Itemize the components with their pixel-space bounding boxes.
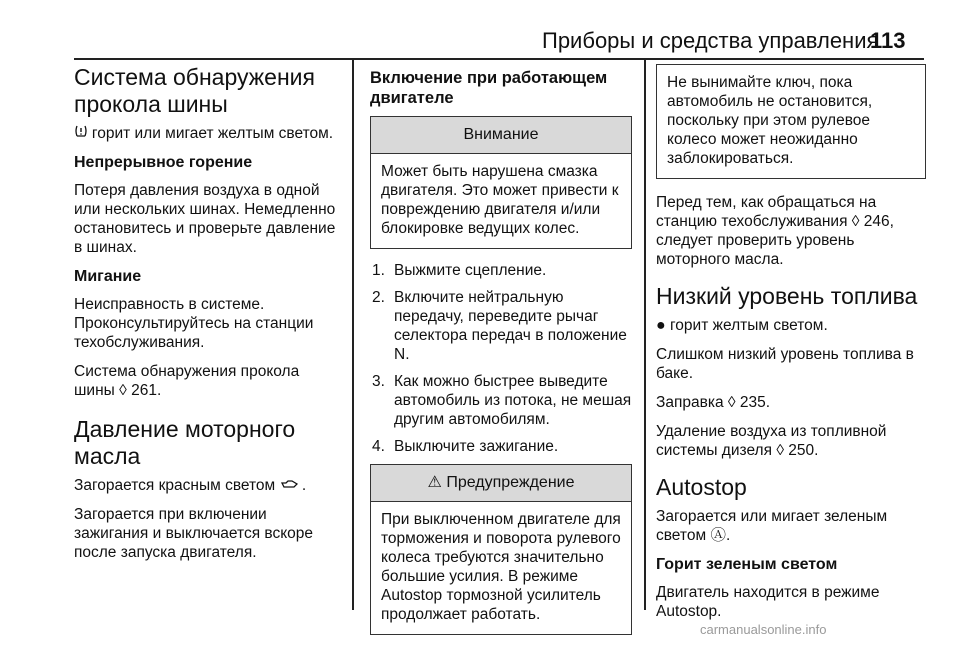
page-link[interactable]: 261.: [131, 382, 162, 399]
column-divider-2: [644, 60, 646, 610]
diesel-bleed-reference: Удаление воздуха из топливной системы дизеля ◊ 250.: [656, 423, 887, 459]
warning-text: При выключенном двигателе для торможения и поворота рулевого колеса требуются значительно большие усилия. В режиме Autostop тормозной усилитель продолжает работать.: [381, 511, 621, 623]
page-link[interactable]: 235.: [739, 394, 771, 411]
blinking-text: Неисправность в системе. Проконсультируйтесь на станции техобслуживания.: [74, 296, 314, 351]
autostop-mode-text: Двигатель находится в режиме Autostop.: [656, 584, 880, 620]
arrow-ref-icon: ◊: [851, 213, 860, 230]
column-3: [656, 64, 926, 631]
column-1: [74, 64, 344, 572]
page-link[interactable]: 246,: [863, 213, 894, 230]
list-item: 3. Как можно быстрее выведите автомобиль из потока, не мешая другим автомобилям.: [372, 373, 632, 428]
fuel-pump-icon: ●: [656, 317, 666, 334]
refuel-reference: Заправка ◊ 235.: [656, 394, 771, 411]
notice-title: Внимание: [371, 117, 631, 154]
subheading-blinking: Мигание: [74, 268, 142, 285]
list-item: 4. Выключите зажигание.: [372, 438, 559, 455]
fuel-indicator-text: ● горит желтым светом.: [656, 317, 828, 334]
tire-system-reference: Система обнаружения прокола шины ◊ 261.: [74, 363, 300, 399]
subheading-green: Горит зеленым светом: [656, 556, 838, 573]
tire-pressure-warning-icon: [74, 125, 92, 141]
key-warning-text: Не вынимайте ключ, пока автомобиль не остановится, поскольку при этом рулевое колесо может неожиданно заблокироваться.: [667, 74, 873, 167]
section-heading-fuel: Низкий уровень топлива: [656, 283, 918, 309]
section-heading-tire: Система обнаружения прокола шины: [74, 64, 315, 117]
engine-running-heading: Включение при работающем двигателе: [370, 69, 608, 107]
notice-text: Может быть нарушена смазка двигателя. Это может привести к повреждению двигателя и/или блокировке ведущих колес.: [381, 163, 619, 237]
subheading-continuous: Непрерывное горение: [74, 154, 253, 171]
watermark: carmanualsonline.info: [700, 622, 827, 637]
page-link[interactable]: 250.: [788, 442, 819, 459]
list-item: 1. Выжмите сцепление.: [372, 262, 547, 279]
column-divider-1: [352, 60, 354, 610]
oil-indicator-text: Загорается красным светом .: [74, 477, 307, 494]
arrow-ref-icon: ◊: [119, 382, 127, 399]
warning-triangle-icon: ⚠: [427, 474, 442, 491]
steps-list: [370, 261, 632, 456]
autostop-a-icon: Ⓐ: [710, 527, 726, 544]
section-heading-autostop: Autostop: [656, 474, 747, 500]
arrow-ref-icon: ◊: [727, 394, 736, 411]
header-rule: [74, 58, 924, 60]
oil-description: Загорается при включении зажигания и выключается вскоре после запуска двигателя.: [74, 506, 314, 561]
warning-header: ⚠ Предупреждение: [371, 465, 631, 502]
fuel-low-text: Слишком низкий уровень топлива в баке.: [656, 346, 914, 382]
warning-box: [370, 464, 632, 635]
tire-indicator-text: горит или мигает желтым светом.: [74, 124, 344, 143]
section-heading-oil: Давление моторного масла: [74, 416, 296, 469]
arrow-ref-icon: ◊: [776, 442, 784, 459]
service-paragraph: Перед тем, как обращаться на станцию техобслуживания ◊ 246, следует проверить уровень моторного масла.: [656, 194, 894, 268]
page-number: 113: [870, 28, 906, 53]
continuous-text: Потеря давления воздуха в одной или нескольких шинах. Немедленно остановитесь и проверьте давление в шинах.: [74, 182, 336, 256]
oil-can-icon: [280, 477, 302, 494]
notice-box: [370, 116, 632, 249]
autostop-indicator-text: Загорается или мигает зеленым светом Ⓐ.: [656, 508, 888, 544]
page-header: [360, 20, 920, 56]
column-2: [370, 68, 632, 645]
key-warning-box: [656, 64, 926, 179]
list-item: 2. Включите нейтральную передачу, переведите рычаг селектора передач в положение N.: [372, 289, 627, 363]
header-title: Приборы и средства управления: [542, 28, 879, 53]
